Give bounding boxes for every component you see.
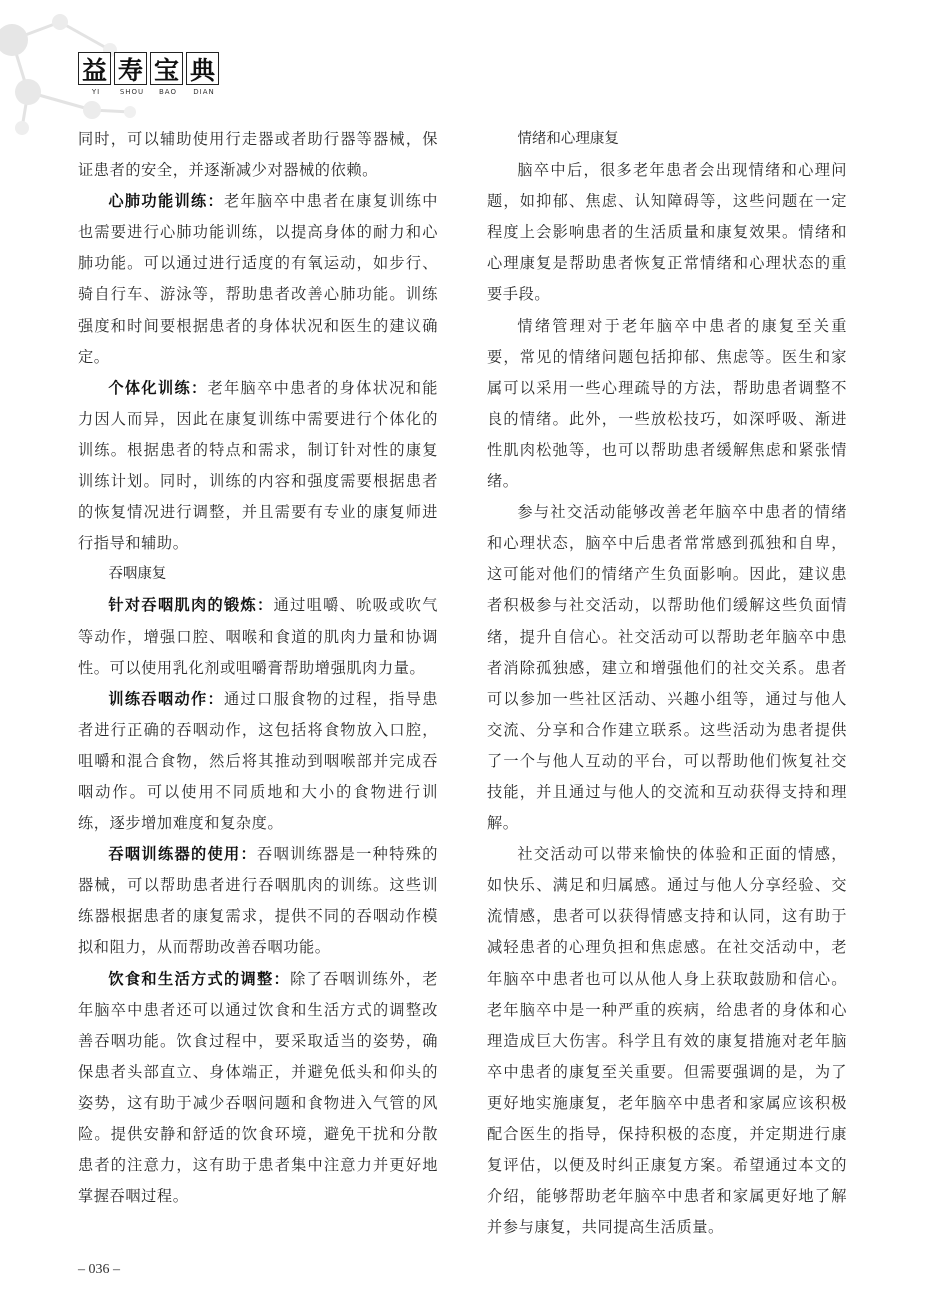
paragraph-text: 除了吞咽训练外，老年脑卒中患者还可以通过饮食和生活方式的调整改善吞咽功能。饮食过程中，要采取适当的姿势，确保患者头部直立、身体端正，并避免低头和仰头的姿势，这有助于减少吞咽问题和食物进入气管的风险。提供安静和舒适的饮食环境，避免干扰和分散患者的注意力，这有助于患者集中注意力并更好地掌握吞咽过程。: [78, 969, 438, 1206]
paragraph-lead: 心肺功能训练：: [108, 192, 225, 211]
paragraph: [78, 186, 438, 373]
section-heading: 吞咽康复: [108, 566, 167, 583]
paragraph-text: 老年脑卒中患者在康复训练中也需要进行心肺功能训练，以提高身体的耐力和心肺功能。可以通过进行适度的有氧运动，如步行、骑自行车、游泳等，帮助患者改善心肺功能。训练强度和时间要根据患者的身体状况和医生的建议确定。: [78, 192, 438, 366]
page-number: – 036 –: [78, 1262, 120, 1277]
paragraph-lead: 训练吞咽动作：: [108, 689, 225, 708]
pinyin-label: YI: [91, 88, 101, 96]
right-column: [487, 124, 847, 1243]
paragraph-lead: 个体化训练：: [108, 378, 208, 397]
masthead-char: 宝: [150, 52, 183, 85]
paragraph-text: 吞咽训练器是一种特殊的器械，可以帮助患者进行吞咽肌肉的训练。这些训练器根据患者的康复需求，提供不同的吞咽动作模拟和阻力，从而帮助改善吞咽功能。: [78, 845, 438, 957]
paragraph: 同时，可以辅助使用行走器或者助行器等器械，保证患者的安全，并逐渐减少对器械的依赖。: [78, 130, 438, 180]
paragraph-lead: 饮食和生活方式的调整：: [108, 969, 291, 988]
masthead: [78, 52, 222, 96]
masthead-char: 寿: [114, 52, 147, 85]
paragraph: 脑卒中后，很多老年患者会出现情绪和心理问题，如抑郁、焦虑、认知障碍等，这些问题在一定程度上会影响患者的生活质量和康复效果。情绪和心理康复是帮助患者恢复正常情绪和心理状态的重要手段。: [487, 161, 847, 304]
paragraph: [78, 590, 438, 683]
paragraph: [78, 839, 438, 963]
pinyin-label: SHOU: [119, 88, 145, 96]
masthead-char: 典: [186, 52, 219, 85]
paragraph: [78, 964, 438, 1213]
paragraph: 情绪管理对于老年脑卒中患者的康复至关重要，常见的情绪问题包括抑郁、焦虑等。医生和家属可以采用一些心理疏导的方法，帮助患者调整不良的情绪。此外，一些放松技巧，如深呼吸、渐进性肌肉松弛等，也可以帮助患者缓解焦虑和紧张情绪。: [487, 316, 847, 491]
masthead-char: 益: [78, 52, 111, 85]
paragraph: 参与社交活动能够改善老年脑卒中患者的情绪和心理状态，脑卒中后患者常常感到孤独和自卑，这可能对他们的情绪产生负面影响。因此，建议患者积极参与社交活动，以帮助他们缓解这些负面情绪，提升自信心。社交活动可以帮助老年脑卒中患者消除孤独感，建立和增强他们的社交关系。患者可以参加一些社区活动、兴趣小组等，通过与他人交流、分享和合作建立联系。这些活动为患者提供了一个与他人互动的平台，可以帮助他们恢复社交技能，并且通过与他人的交流和互动获得支持和理解。: [487, 503, 847, 833]
paragraph: 社交活动可以带来愉快的体验和正面的情感，如快乐、满足和归属感。通过与他人分享经验、交流情感，患者可以获得情感支持和认同，这有助于减轻患者的心理负担和焦虑感。在社交活动中，老年脑卒中患者也可以从他人身上获取鼓励和信心。老年脑卒中是一种严重的疾病，给患者的身体和心理造成巨大伤害。科学且有效的康复措施对老年脑卒中患者的康复至关重要。但需要强调的是，为了更好地实施康复，老年脑卒中患者和家属应该积极配合医生的指导，保持积极的态度，并定期进行康复评估，以便及时纠正康复方案。希望通过本文的介绍，能够帮助老年脑卒中患者和家属更好地了解并参与康复，共同提高生活质量。: [487, 845, 847, 1237]
paragraph-text: 老年脑卒中患者的身体状况和能力因人而异，因此在康复训练中需要进行个体化的训练。根据患者的特点和需求，制订针对性的康复训练计划。同时，训练的内容和强度需要根据患者的恢复情况进行调整，并且需要有专业的康复师进行指导和辅助。: [78, 378, 438, 553]
paragraph-text: 通过咀嚼、吮吸或吹气等动作，增强口腔、咽喉和食道的肌肉力量和协调性。可以使用乳化剂或咀嚼膏帮助增强肌肉力量。: [78, 596, 439, 677]
pinyin-label: DIAN: [193, 88, 215, 96]
paragraph-lead: 针对吞咽肌肉的锻炼：: [108, 596, 274, 615]
section-heading: 情绪和心理康复: [517, 131, 619, 147]
left-column: [78, 124, 438, 1212]
paragraph: [78, 684, 438, 839]
paragraph: [78, 373, 438, 560]
paragraph-text: 通过口服食物的过程，指导患者进行正确的吞咽动作，这包括将食物放入口腔，咀嚼和混合食物，然后将其推动到咽喉部并完成吞咽动作。可以使用不同质地和大小的食物进行训练，逐步增加难度和复杂度。: [78, 689, 438, 833]
pinyin-label: BAO: [159, 88, 177, 96]
paragraph-lead: 吞咽训练器的使用：: [108, 845, 258, 864]
masthead-pinyin: [78, 88, 222, 96]
masthead-title: [78, 52, 222, 85]
